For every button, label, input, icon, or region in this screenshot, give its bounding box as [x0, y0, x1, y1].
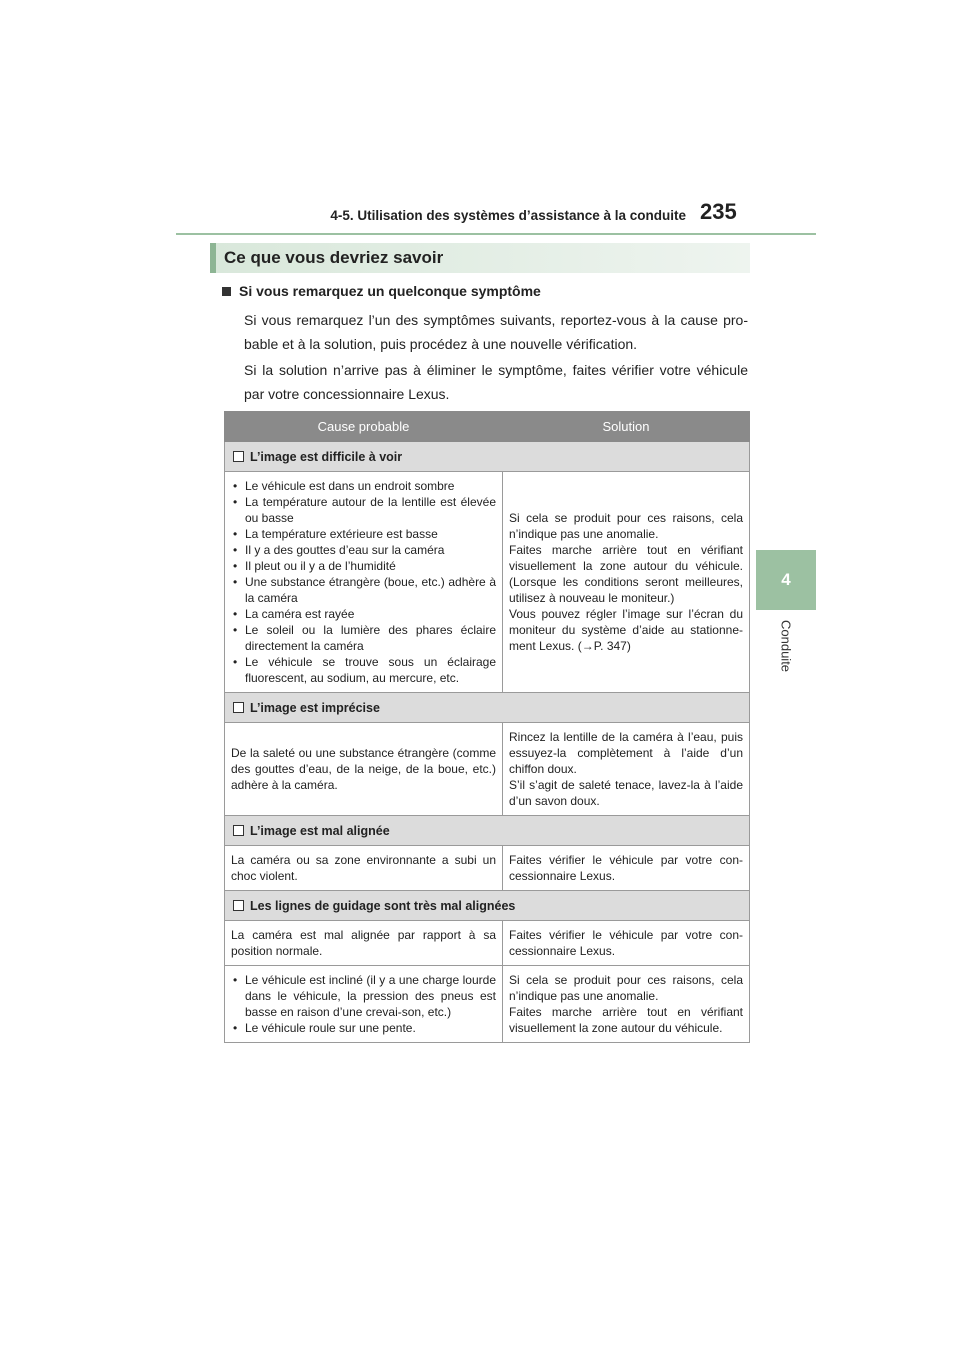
header-divider	[176, 233, 816, 235]
table-row	[225, 966, 750, 1043]
solution-line: Faites marche arrière tout en vérifiant visuellement la zone autour du véhicule. (Lorsque les conditions seront meilleures, utilisez à nouveau le moniteur.)	[509, 543, 743, 605]
chapter-label: Conduite	[778, 620, 794, 673]
cause-cell: La caméra ou sa zone environnante a subi un choc violent.	[225, 846, 503, 891]
solution-cell: Faites vérifier le véhicule par votre con-cessionnaire Lexus.	[503, 846, 750, 891]
category-cell	[225, 816, 750, 846]
solution-cell	[503, 723, 750, 816]
troubleshooting-table	[224, 411, 750, 1043]
intro-text	[244, 308, 748, 406]
list-item: • La caméra est rayée	[231, 606, 496, 622]
table-header-row	[225, 412, 750, 442]
solution-line: Rincez la lentille de la caméra à l’eau, puis essuyez-la complètement à l’aide d’un chiffon doux.	[509, 730, 743, 776]
category-label: L’image est mal alignée	[250, 823, 390, 838]
table-row	[225, 921, 750, 966]
intro-paragraph-1: Si vous remarquez l’un des symptômes suivants, reportez-vous à la cause pro-bable et à la solution, puis procédez à une nouvelle vérification.	[244, 312, 748, 352]
category-cell	[225, 891, 750, 921]
category-row	[225, 891, 750, 921]
table-row	[225, 472, 750, 693]
solution-cell	[503, 966, 750, 1043]
chapter-tab: 4	[756, 550, 816, 610]
section-banner-title: Ce que vous devriez savoir	[224, 248, 444, 267]
checkbox-icon	[233, 702, 244, 713]
solution-cell	[503, 472, 750, 693]
list-item: • Le véhicule est incliné (il y a une charge lourde dans le véhicule, la pression des pneus est basse en raison d’une crevai-son, etc.)	[231, 972, 496, 1020]
subheading-text: Si vous remarquez un quelconque symptôme	[239, 283, 541, 299]
table-row	[225, 723, 750, 816]
solution-line: Si cela se produit pour ces raisons, cela n’indique pas une anomalie.	[509, 511, 743, 541]
list-item: • Le véhicule roule sur une pente.	[231, 1020, 496, 1036]
list-item: • Le soleil ou la lumière des phares éclaire directement la caméra	[231, 622, 496, 654]
cause-cell	[225, 472, 503, 693]
solution-line: Si cela se produit pour ces raisons, cela n’indique pas une anomalie.	[509, 973, 743, 1003]
cause-list	[231, 972, 496, 1036]
category-label: L’image est difficile à voir	[250, 449, 403, 464]
table-row	[225, 846, 750, 891]
list-item: • Il pleut ou il y a de l’humidité	[231, 558, 496, 574]
solution-line: S’il s’agit de saleté tenace, lavez-la à l’aide d’un savon doux.	[509, 778, 743, 808]
checkbox-icon	[233, 825, 244, 836]
square-bullet-icon	[222, 287, 231, 296]
intro-paragraph-2: Si la solution n’arrive pas à éliminer le symptôme, faites vérifier votre véhicule par votre concessionnaire Lexus.	[244, 362, 748, 402]
list-item: • Le véhicule est dans un endroit sombre	[231, 478, 496, 494]
category-label: Les lignes de guidage sont très mal alignées	[250, 898, 516, 913]
cause-cell	[225, 966, 503, 1043]
list-item: • Il y a des gouttes d’eau sur la caméra	[231, 542, 496, 558]
category-row	[225, 816, 750, 846]
category-row	[225, 693, 750, 723]
column-header-cause: Cause probable	[225, 412, 503, 442]
page-number: 235	[700, 199, 737, 224]
solution-line: Vous pouvez régler l’image sur l’écran du moniteur du système d’aide au stationne-ment Lexus. (→P. 347)	[509, 607, 743, 653]
category-cell	[225, 442, 750, 472]
solution-line: Faites marche arrière tout en vérifiant visuellement la zone autour du véhicule.	[509, 1005, 743, 1035]
section-banner	[210, 243, 750, 273]
list-item: • La température autour de la lentille est élevée ou basse	[231, 494, 496, 526]
checkbox-icon	[233, 451, 244, 462]
subheading	[222, 283, 541, 299]
cause-cell: De la saleté ou une substance étrangère (comme des gouttes d’eau, de la neige, de la boue, etc.) adhère à la caméra.	[225, 723, 503, 816]
column-header-solution: Solution	[503, 412, 750, 442]
checkbox-icon	[233, 900, 244, 911]
list-item: • Une substance étrangère (boue, etc.) adhère à la caméra	[231, 574, 496, 606]
list-item: • La température extérieure est basse	[231, 526, 496, 542]
list-item: • Le véhicule se trouve sous un éclairage fluorescent, au sodium, au mercure, etc.	[231, 654, 496, 686]
cause-list	[231, 478, 496, 686]
category-label: L’image est imprécise	[250, 700, 380, 715]
cause-cell: La caméra est mal alignée par rapport à sa position normale.	[225, 921, 503, 966]
category-row	[225, 442, 750, 472]
category-cell	[225, 693, 750, 723]
running-header: 4-5. Utilisation des systèmes d’assistance à la conduite	[330, 208, 686, 223]
solution-cell: Faites vérifier le véhicule par votre con-cessionnaire Lexus.	[503, 921, 750, 966]
